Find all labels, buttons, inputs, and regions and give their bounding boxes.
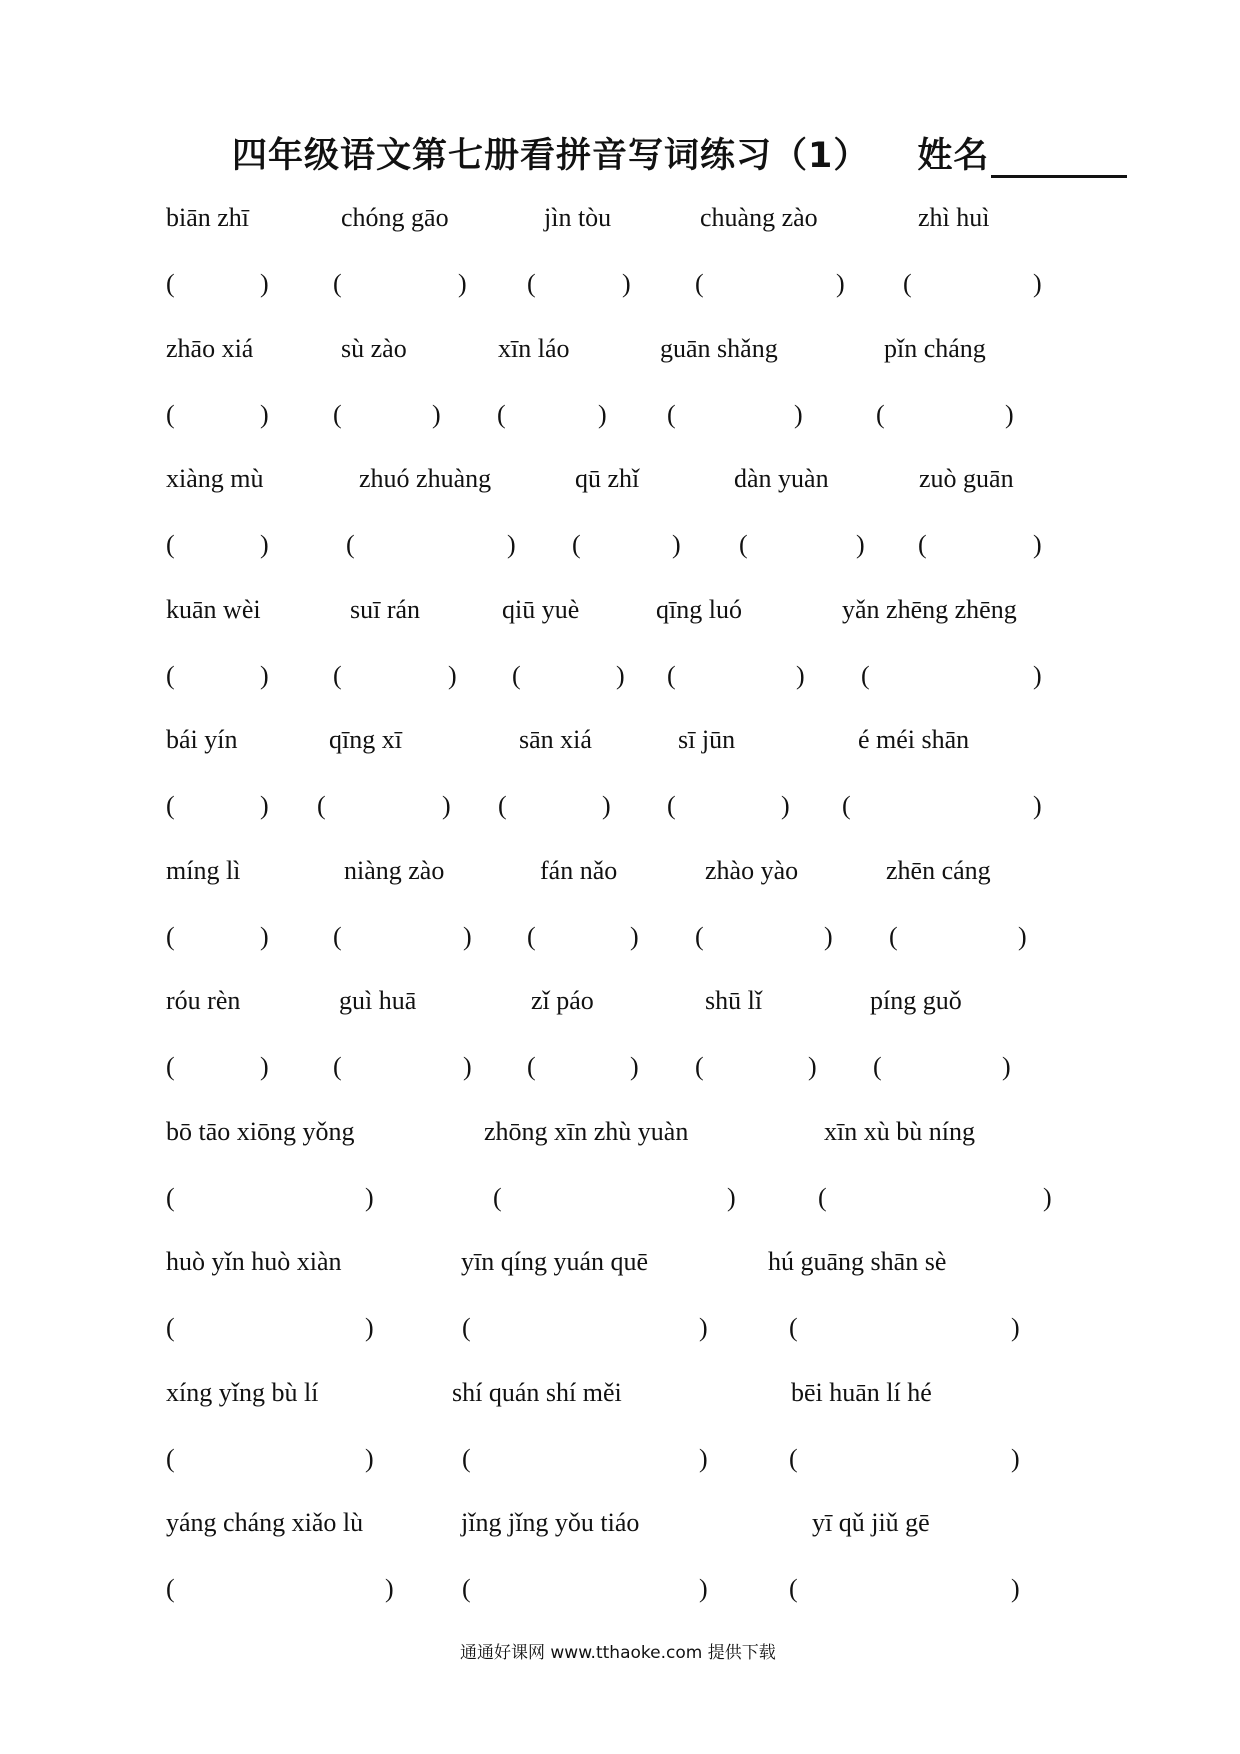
answer-blank-open-paren[interactable]: ( (166, 400, 175, 429)
answer-blank-open-paren[interactable]: ( (166, 530, 175, 559)
pinyin-prompt: sī jūn (678, 725, 736, 754)
answer-blank-close-paren[interactable]: ) (808, 1052, 817, 1081)
answer-blank-close-paren[interactable]: ) (260, 530, 269, 559)
answer-blank-open-paren[interactable]: ( (493, 1183, 502, 1212)
answer-blank-open-paren[interactable]: ( (333, 661, 342, 690)
answer-blank-close-paren[interactable]: ) (385, 1574, 394, 1603)
answer-blank-close-paren[interactable]: ) (432, 400, 441, 429)
answer-blank-close-paren[interactable]: ) (1011, 1444, 1020, 1473)
answer-blank-close-paren[interactable]: ) (1005, 400, 1014, 429)
answer-blank-open-paren[interactable]: ( (739, 530, 748, 559)
pinyin-prompt: bēi huān lí hé (791, 1378, 932, 1407)
pinyin-prompt: yǎn zhēng zhēng (842, 595, 1017, 624)
answer-blank-open-paren[interactable]: ( (667, 661, 676, 690)
answer-blank-close-paren[interactable]: ) (448, 661, 457, 690)
answer-blank-close-paren[interactable]: ) (672, 530, 681, 559)
answer-blank-close-paren[interactable]: ) (1011, 1574, 1020, 1603)
pinyin-prompt: dàn yuàn (734, 464, 829, 493)
answer-blank-close-paren[interactable]: ) (727, 1183, 736, 1212)
answer-blank-open-paren[interactable]: ( (462, 1574, 471, 1603)
answer-blank-open-paren[interactable]: ( (498, 791, 507, 820)
answer-blank-open-paren[interactable]: ( (527, 1052, 536, 1081)
answer-blank-close-paren[interactable]: ) (1033, 661, 1042, 690)
answer-blank-close-paren[interactable]: ) (1011, 1313, 1020, 1342)
answer-blank-close-paren[interactable]: ) (602, 791, 611, 820)
answer-blank-close-paren[interactable]: ) (260, 791, 269, 820)
pinyin-prompt: qū zhǐ (575, 464, 640, 493)
answer-blank-open-paren[interactable]: ( (166, 1444, 175, 1473)
pinyin-prompt: é méi shān (858, 725, 970, 754)
pinyin-prompt: xīn láo (498, 334, 570, 363)
page-title (232, 128, 1127, 178)
pinyin-prompt: xīn xù bù níng (824, 1117, 975, 1146)
answer-blank-close-paren[interactable]: ) (699, 1313, 708, 1342)
pinyin-prompt: shí quán shí měi (452, 1378, 622, 1407)
answer-blank-close-paren[interactable]: ) (260, 400, 269, 429)
answer-blank-close-paren[interactable]: ) (796, 661, 805, 690)
answer-blank-close-paren[interactable]: ) (1033, 269, 1042, 298)
answer-blank-close-paren[interactable]: ) (463, 922, 472, 951)
pinyin-prompt: sù zào (341, 334, 407, 363)
pinyin-prompt: zuò guān (919, 464, 1014, 493)
pinyin-prompt: róu rèn (166, 986, 241, 1015)
pinyin-prompt: zhì huì (918, 203, 990, 232)
answer-blank-close-paren[interactable]: ) (836, 269, 845, 298)
worksheet-title: 四年级语文第七册看拼音写词练习（1） (232, 136, 870, 176)
answer-blank-open-paren[interactable]: ( (667, 400, 676, 429)
answer-blank-open-paren[interactable]: ( (166, 1574, 175, 1603)
pinyin-prompt: jǐng jǐng yǒu tiáo (461, 1508, 640, 1537)
answer-blank-close-paren[interactable]: ) (1002, 1052, 1011, 1081)
answer-blank-close-paren[interactable]: ) (260, 661, 269, 690)
answer-blank-close-paren[interactable]: ) (622, 269, 631, 298)
answer-blank-open-paren[interactable]: ( (497, 400, 506, 429)
answer-blank-close-paren[interactable]: ) (630, 922, 639, 951)
answer-blank-open-paren[interactable]: ( (842, 791, 851, 820)
answer-blank-close-paren[interactable]: ) (442, 791, 451, 820)
pinyin-prompt: bái yín (166, 725, 238, 754)
pinyin-prompt: jìn tòu (544, 203, 612, 232)
answer-blank-close-paren[interactable]: ) (824, 922, 833, 951)
answer-blank-close-paren[interactable]: ) (260, 1052, 269, 1081)
answer-blank-open-paren[interactable]: ( (333, 400, 342, 429)
answer-blank-open-paren[interactable]: ( (166, 661, 175, 690)
answer-blank-open-paren[interactable]: ( (818, 1183, 827, 1212)
pinyin-prompt: míng lì (166, 856, 241, 885)
answer-blank-close-paren[interactable]: ) (630, 1052, 639, 1081)
answer-blank-open-paren[interactable]: ( (903, 269, 912, 298)
answer-blank-open-paren[interactable]: ( (346, 530, 355, 559)
answer-blank-close-paren[interactable]: ) (463, 1052, 472, 1081)
answer-blank-close-paren[interactable]: ) (1018, 922, 1027, 951)
pinyin-prompt: zhōng xīn zhù yuàn (484, 1117, 689, 1146)
answer-blank-open-paren[interactable]: ( (889, 922, 898, 951)
answer-blank-open-paren[interactable]: ( (166, 1313, 175, 1342)
answer-blank-close-paren[interactable]: ) (1033, 791, 1042, 820)
pinyin-prompt: chuàng zào (700, 203, 818, 232)
answer-blank-open-paren[interactable]: ( (695, 269, 704, 298)
pinyin-prompt: guān shǎng (660, 334, 778, 363)
answer-blank-close-paren[interactable]: ) (365, 1313, 374, 1342)
pinyin-prompt: zǐ páo (531, 986, 594, 1015)
pinyin-prompt: bō tāo xiōng yǒng (166, 1117, 355, 1146)
pinyin-prompt: kuān wèi (166, 595, 261, 624)
pinyin-prompt: shū lǐ (705, 986, 763, 1015)
pinyin-prompt: suī rán (350, 595, 421, 624)
answer-blank-open-paren[interactable]: ( (789, 1444, 798, 1473)
answer-blank-open-paren[interactable]: ( (317, 791, 326, 820)
pinyin-prompt: guì huā (339, 986, 417, 1015)
footer-credit: 通通好课网 www.tthaoke.com 提供下载 (460, 1643, 776, 1663)
answer-blank-open-paren[interactable]: ( (861, 661, 870, 690)
pinyin-prompt: niàng zào (344, 856, 445, 885)
answer-blank-open-paren[interactable]: ( (695, 922, 704, 951)
answer-blank-close-paren[interactable]: ) (260, 269, 269, 298)
answer-blank-open-paren[interactable]: ( (166, 791, 175, 820)
answer-blank-open-paren[interactable]: ( (166, 1052, 175, 1081)
answer-blank-open-paren[interactable]: ( (695, 1052, 704, 1081)
pinyin-prompt: huò yǐn huò xiàn (166, 1247, 342, 1276)
answer-blank-open-paren[interactable]: ( (667, 791, 676, 820)
pinyin-prompt: yīn qíng yuán quē (461, 1247, 649, 1276)
pinyin-prompt: zhào yào (705, 856, 799, 885)
pinyin-prompt: qiū yuè (502, 595, 580, 624)
answer-blank-close-paren[interactable]: ) (1043, 1183, 1052, 1212)
answer-blank-close-paren[interactable]: ) (699, 1444, 708, 1473)
pinyin-prompt: fán nǎo (540, 856, 618, 885)
answer-blank-close-paren[interactable]: ) (458, 269, 467, 298)
pinyin-prompt: chóng gāo (341, 203, 449, 232)
answer-blank-close-paren[interactable]: ) (794, 400, 803, 429)
answer-blank-close-paren[interactable]: ) (699, 1574, 708, 1603)
answer-blank-open-paren[interactable]: ( (918, 530, 927, 559)
answer-blank-open-paren[interactable]: ( (876, 400, 885, 429)
pinyin-prompt: zhēn cáng (886, 856, 991, 885)
pinyin-prompt: sān xiá (519, 725, 592, 754)
pinyin-prompt: hú guāng shān sè (768, 1247, 947, 1276)
pinyin-prompt: yáng cháng xiǎo lù (166, 1508, 364, 1537)
answer-blank-open-paren[interactable]: ( (873, 1052, 882, 1081)
pinyin-prompt: zhuó zhuàng (359, 464, 492, 493)
answer-blank-close-paren[interactable]: ) (856, 530, 865, 559)
answer-blank-open-paren[interactable]: ( (572, 530, 581, 559)
answer-blank-open-paren[interactable]: ( (333, 922, 342, 951)
pinyin-prompt: xiàng mù (166, 464, 264, 493)
pinyin-prompt: píng guǒ (870, 986, 962, 1015)
pinyin-prompt: pǐn cháng (884, 334, 986, 363)
answer-blank-close-paren[interactable]: ) (781, 791, 790, 820)
answer-blank-open-paren[interactable]: ( (166, 922, 175, 951)
answer-blank-open-paren[interactable]: ( (166, 269, 175, 298)
answer-blank-close-paren[interactable]: ) (598, 400, 607, 429)
answer-blank-open-paren[interactable]: ( (527, 269, 536, 298)
answer-blank-open-paren[interactable]: ( (527, 922, 536, 951)
answer-blank-open-paren[interactable]: ( (166, 1183, 175, 1212)
name-label: 姓名 (917, 136, 990, 176)
answer-blank-close-paren[interactable]: ) (507, 530, 516, 559)
pinyin-prompt: zhāo xiá (166, 334, 254, 363)
pinyin-prompt: biān zhī (166, 203, 250, 232)
pinyin-prompt: xíng yǐng bù lí (166, 1378, 319, 1407)
pinyin-prompt: qīng luó (656, 595, 742, 624)
answer-blank-open-paren[interactable]: ( (462, 1313, 471, 1342)
name-blank-line[interactable] (991, 145, 1127, 178)
answer-blank-open-paren[interactable]: ( (789, 1574, 798, 1603)
answer-blank-open-paren[interactable]: ( (462, 1444, 471, 1473)
pinyin-prompt: yī qǔ jiǔ gē (812, 1508, 930, 1537)
answer-blank-close-paren[interactable]: ) (1033, 530, 1042, 559)
answer-blank-open-paren[interactable]: ( (333, 269, 342, 298)
answer-blank-close-paren[interactable]: ) (616, 661, 625, 690)
answer-blank-open-paren[interactable]: ( (512, 661, 521, 690)
pinyin-prompt: qīng xī (329, 725, 402, 754)
answer-blank-close-paren[interactable]: ) (260, 922, 269, 951)
answer-blank-close-paren[interactable]: ) (365, 1183, 374, 1212)
answer-blank-open-paren[interactable]: ( (789, 1313, 798, 1342)
answer-blank-open-paren[interactable]: ( (333, 1052, 342, 1081)
answer-blank-close-paren[interactable]: ) (365, 1444, 374, 1473)
